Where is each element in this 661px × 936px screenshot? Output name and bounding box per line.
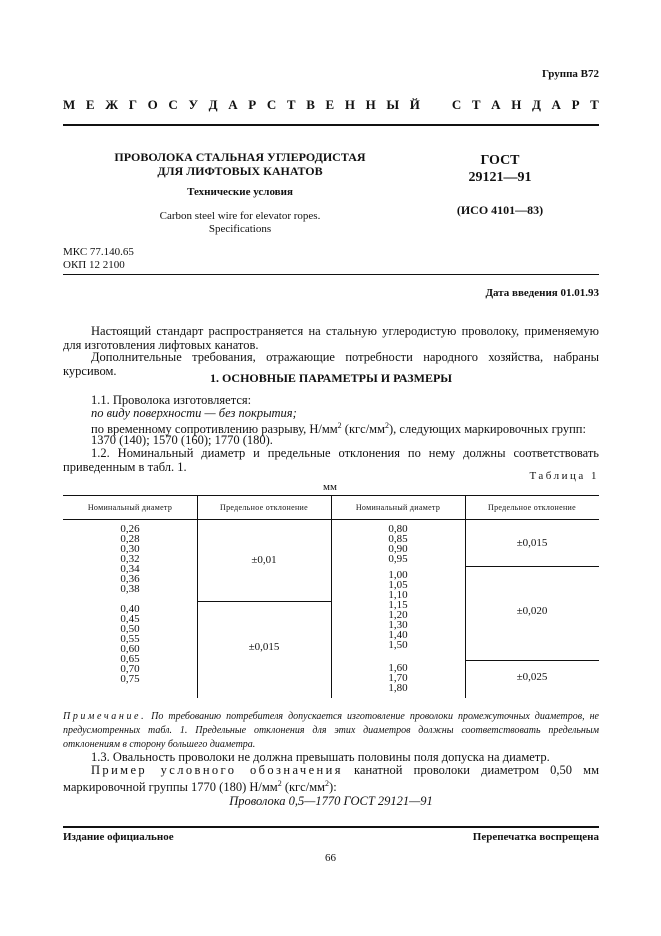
table-cell-diameter: 1,40 <box>388 629 408 641</box>
standard-type-letter: Д <box>208 97 218 112</box>
codes-rule <box>63 274 599 275</box>
intro-paragraph-1: Настоящий стандарт распространяется на стальную углеродистую проволоку, применяемую для изготовления лифтовых канатов. <box>63 324 599 352</box>
doc-title-english <box>80 210 400 236</box>
classification-codes <box>63 246 134 272</box>
table-cell-diameter: 0,45 <box>120 613 140 625</box>
okp-code: ОКП 12 2100 <box>63 259 125 271</box>
table-col-divider-1 <box>197 495 198 698</box>
page-number: 66 <box>325 852 336 864</box>
right-diameters-group-2 <box>331 570 465 650</box>
table-cell-diameter: 0,60 <box>120 643 140 655</box>
left-diameters-group-1 <box>63 524 197 594</box>
standard-type-letter: С <box>451 97 462 112</box>
standard-type-letter: Г <box>128 97 138 112</box>
table-cell-diameter: 0,55 <box>120 633 140 645</box>
example-text-c: ): <box>329 780 337 795</box>
table-cell-diameter: 1,10 <box>388 589 408 601</box>
standard-type-letter: А <box>551 97 561 112</box>
th-nominal-diameter-1: Номинальный диаметр <box>87 503 173 512</box>
th-nominal-diameter-2: Номинальный диаметр <box>355 503 441 512</box>
doc-title-english-line2: Specifications <box>208 223 272 235</box>
table-cell-diameter: 0,80 <box>388 523 408 535</box>
table-cell-diameter: 0,38 <box>120 583 140 595</box>
footer-rule <box>63 826 599 828</box>
table-cell-diameter: 0,65 <box>120 653 140 665</box>
standard-type-letter: О <box>147 97 158 112</box>
effective-date: Дата введения 01.01.93 <box>485 287 599 299</box>
table-unit: мм <box>323 481 337 493</box>
right-diameters-group-1 <box>331 524 465 564</box>
clause-1-3: 1.3. Овальность проволоки не должна превышать половины поля допуска на диаметр. <box>91 750 550 764</box>
table-cell-diameter: 0,90 <box>388 543 408 555</box>
standard-type-letter: Е <box>325 97 335 112</box>
gost-label: ГОСТ <box>480 153 520 168</box>
standard-type-letter: В <box>306 97 315 112</box>
table-cell-diameter: 1,60 <box>388 662 408 674</box>
clause-1-1-groups: 1370 (140); 1570 (160); 1770 (180). <box>91 433 273 447</box>
example-designation: Проволока 0,5—1770 ГОСТ 29121—91 <box>229 794 433 808</box>
note-label: Примечание. <box>63 711 147 722</box>
example-text-b: (кгс/мм <box>281 780 326 795</box>
doc-title-line1: ПРОВОЛОКА СТАЛЬНАЯ УГЛЕРОДИСТАЯ <box>114 150 366 164</box>
table-caption: Таблица 1 <box>529 470 599 482</box>
standard-type-letter: С <box>168 97 178 112</box>
right-deviation-1: ±0,015 <box>516 537 548 549</box>
iso-reference: (ИСО 4101—83) <box>456 203 544 217</box>
table-cell-diameter: 0,32 <box>120 553 140 565</box>
standard-type-letter: Д <box>531 97 541 112</box>
standard-type-letter: Н <box>344 97 355 112</box>
intro-paragraph-2: Дополнительные требования, отражающие потребности народного хозяйства, набраны курсивом. <box>63 350 599 378</box>
right-deviation-3: ±0,025 <box>516 671 548 683</box>
table-cell-diameter: 0,30 <box>120 543 140 555</box>
table-cell-diameter: 1,20 <box>388 609 408 621</box>
th-deviation-1: Предельное отклонение <box>220 503 308 512</box>
standard-type-letter: Р <box>571 97 580 112</box>
table-cell-diameter: 0,36 <box>120 573 140 585</box>
doc-title-english-line1: Carbon steel wire for elevator ropes. <box>159 210 321 222</box>
table-cell-diameter: 1,00 <box>388 569 408 581</box>
standard-type-letter: Р <box>248 97 257 112</box>
table-cell-diameter: 0,40 <box>120 603 140 615</box>
section-1-heading: 1. ОСНОВНЫЕ ПАРАМЕТРЫ И РАЗМЕРЫ <box>209 371 453 385</box>
table-cell-diameter: 1,30 <box>388 619 408 631</box>
table-cell-diameter: 1,15 <box>388 599 408 611</box>
example-label: Пример условного обозначения <box>91 763 343 777</box>
example-text-a: канатной проволоки диаметром 0,50 мм маркировочной группы 1770 (180) Н/мм <box>63 763 599 795</box>
left-deviation-divider <box>197 601 331 602</box>
note-text: По требованию потребителя допускается изготовление проволоки промежуточных диаметров, не предусмотренных табл. 1. Предельные отклонения для этих диаметров должны соответствовать предельным отклонениям в сторону большего диаметра. <box>63 711 599 750</box>
table-cell-diameter: 1,80 <box>388 682 408 694</box>
standard-type-letter: Н <box>365 97 376 112</box>
right-diameters-group-3 <box>331 663 465 693</box>
standard-type-letter: Ж <box>105 97 119 112</box>
mks-code: МКС 77.140.65 <box>63 246 134 258</box>
th-deviation-2: Предельное отклонение <box>488 503 576 512</box>
doc-subtitle: Технические условия <box>187 186 293 198</box>
table-cell-diameter: 0,34 <box>120 563 140 575</box>
standard-type-letter: Й <box>409 97 420 112</box>
clause-1-2: 1.2. Номинальный диаметр и предельные отклонения по нему должны соответствовать приведенным в табл. 1. <box>63 446 599 474</box>
left-deviation-2: ±0,015 <box>248 641 280 653</box>
table-cell-diameter: 0,95 <box>388 553 408 565</box>
table-cell-diameter: 1,50 <box>388 639 408 651</box>
doc-title <box>80 150 400 178</box>
standard-type-letter: Т <box>590 97 599 112</box>
standard-type-letter: А <box>228 97 238 112</box>
gost-code: 29121—91 <box>468 170 532 185</box>
strength-text-a: по временному сопротивлению разрыву, Н/мм <box>91 422 338 437</box>
standard-type-letter: Т <box>286 97 296 112</box>
standard-type-letter: Ы <box>386 97 400 112</box>
table-cell-diameter: 1,70 <box>388 672 408 684</box>
standard-type-letter: С <box>266 97 277 112</box>
standard-type-letter: У <box>188 97 198 112</box>
table-cell-diameter: 0,26 <box>120 523 140 535</box>
designation-example <box>63 763 599 794</box>
standard-type-letter: М <box>63 97 76 112</box>
table-cell-diameter: 0,28 <box>120 533 140 545</box>
example-sup-1: 2 <box>277 779 282 788</box>
right-deviation-divider-2 <box>465 660 599 661</box>
standard-type-letter: Е <box>85 97 95 112</box>
table-cell-diameter: 0,75 <box>120 673 140 685</box>
strength-sup-1: 2 <box>337 421 342 430</box>
left-deviation-1: ±0,01 <box>251 554 277 566</box>
footer-reprint-prohibited: Перепечатка воспрещена <box>472 831 599 843</box>
table-1 <box>63 495 599 698</box>
example-sup-2: 2 <box>325 779 330 788</box>
group-code: Группа В72 <box>541 68 599 80</box>
right-deviation-divider-1 <box>465 566 599 567</box>
right-deviation-2: ±0,020 <box>516 605 548 617</box>
footer-official-edition: Издание официальное <box>63 831 174 843</box>
clause-1-1-surface: по виду поверхности — без покрытия; <box>91 406 297 420</box>
table-cell-diameter: 0,70 <box>120 663 140 675</box>
clause-1-1: 1.1. Проволока изготовляется: <box>91 393 252 407</box>
doc-title-line2: ДЛЯ ЛИФТОВЫХ КАНАТОВ <box>157 164 323 178</box>
standard-type-letter: А <box>491 97 501 112</box>
table-cell-diameter: 1,05 <box>388 579 408 591</box>
table-cell-diameter: 0,50 <box>120 623 140 635</box>
standard-type-letter: Н <box>511 97 522 112</box>
table-cell-diameter: 0,85 <box>388 533 408 545</box>
header-rule <box>63 124 599 126</box>
gost-number <box>440 152 560 186</box>
strength-sup-2: 2 <box>385 421 390 430</box>
standard-type-heading <box>63 97 599 113</box>
table-col-divider-3 <box>465 495 466 698</box>
strength-text-c: ), следующих маркировочных групп: <box>389 422 586 437</box>
strength-text-b: (кгс/мм <box>341 422 386 437</box>
left-diameters-group-2 <box>63 604 197 684</box>
standard-type-letter: Т <box>471 97 481 112</box>
table-note <box>63 710 599 752</box>
